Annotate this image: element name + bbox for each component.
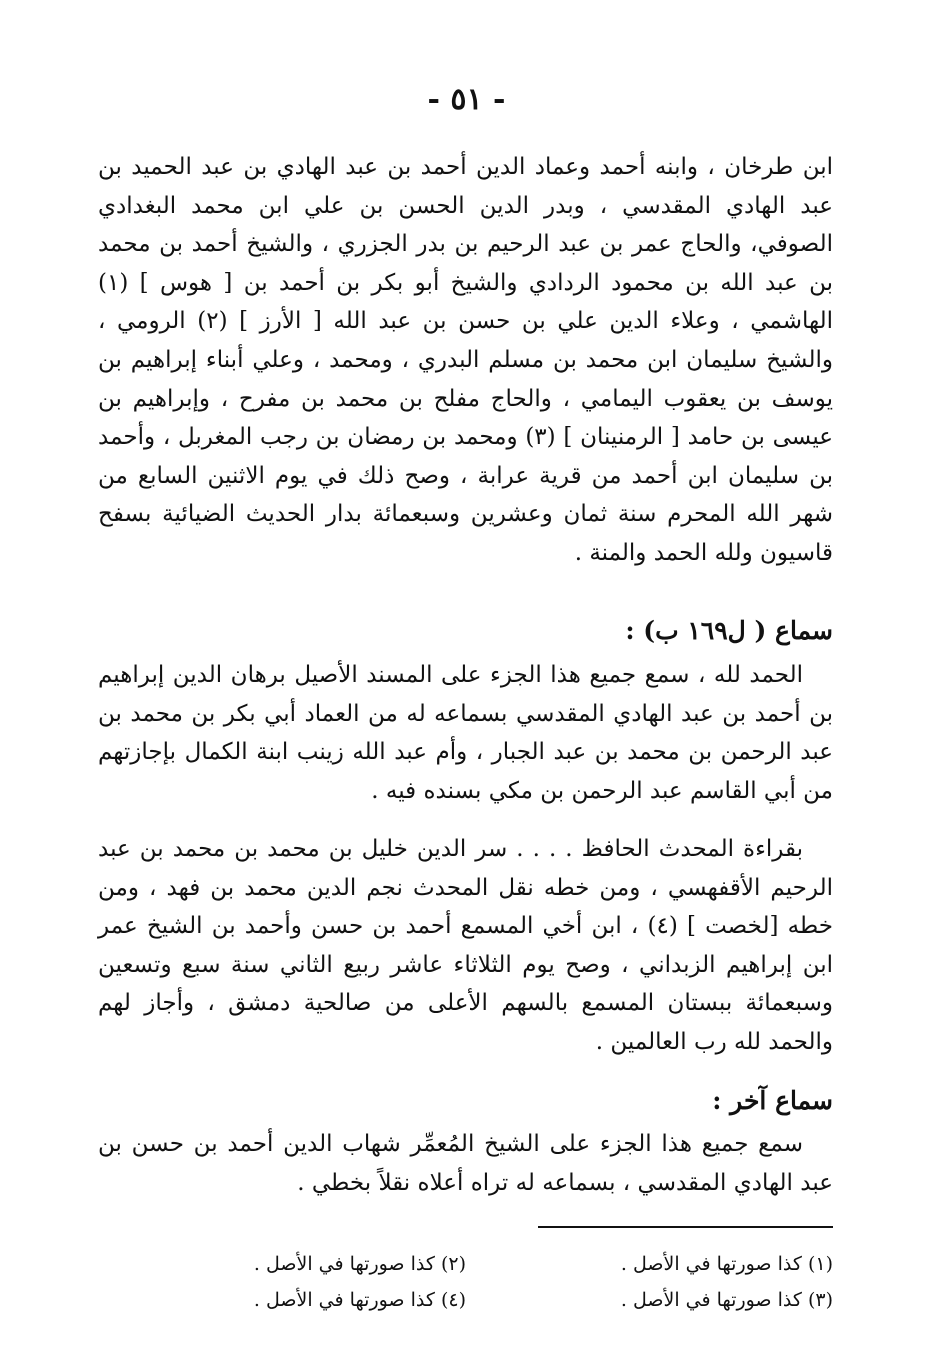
footnote-row bbox=[98, 1282, 833, 1318]
footnote-3: (٣) كذا صورتها في الأصل . bbox=[620, 1289, 833, 1311]
footnote-1: (١) كذا صورتها في الأصل . bbox=[620, 1253, 833, 1275]
footnote-4: (٤) كذا صورتها في الأصل . bbox=[253, 1289, 466, 1311]
intro-paragraph: ابن طرخان ، وابنه أحمد وعماد الدين أحمد بن عبد الهادي بن عبد الحميد بن عبد الهادي المقدسي ، وبدر الدين الحسن بن علي ابن محمد البغدادي الصوفي، والحاج عمر بن عبد الرحيم بن بدر الجزري ، والشيخ أحمد بن محمد بن عبد الله بن محمود الردادي والشيخ أبو بكر بن أحمد بن [ هوس ] (١) الهاشمي ، وعلاء الدين علي بن حسن بن عبد الله [ الأرز ] (٢) الرومي ، والشيخ سليمان ابن محمد بن مسلم البدري ، ومحمد ، وعلي أبناء إبراهيم بن يوسف بن يعقوب اليمامي ، والحاج مفلح بن محمد بن مفرح ، وإبراهيم بن عيسى بن حامد [ الرمنينان ] (٣) ومحمد بن رمضان بن رجب المغربل ، وأحمد بن سليمان ابن أحمد من قرية عرابة ، وصح ذلك في يوم الاثنين السابع من شهر الله المحرم سنة ثمان وعشرين وسبعمائة بدار الحديث الضيائية بسفح قاسيون ولله الحمد والمنة . bbox=[98, 154, 833, 566]
footnotes bbox=[98, 1246, 833, 1318]
page-number: - ٥١ - bbox=[427, 82, 506, 117]
sama-heading-1: سماع ( ل١٦٩ ب) : bbox=[625, 616, 833, 645]
footnote-row bbox=[98, 1246, 833, 1282]
footnote-separator bbox=[538, 1226, 833, 1228]
sama-2-paragraph: سمع جميع هذا الجزء على الشيخ المُعمِّر شهاب الدين أحمد بن حسن بن عبد الهادي المقدسي ، بسماعه له تراه أعلاه نقلاً بخطي . bbox=[98, 1131, 833, 1196]
sama-1-paragraph-2: بقراءة المحدث الحافظ . . . . سر الدين خليل بن محمد بن محمد بن عبد الرحيم الأقفهسي ، ومن خطه نقل المحدث نجم الدين محمد بن فهد ، ومن خطه [لخصت ] (٤) ، ابن أخي المسمع أحمد بن حسن وأحمد بن الشيخ عمر ابن إبراهيم الزبداني ، وصح يوم الثلاثاء عاشر ربيع الثاني سنة سبع وتسعين وسبعمائة ببستان المسمع بالسهم الأعلى من صالحية دمشق ، وأجاز لهم والحمد لله رب العالمين . bbox=[98, 836, 834, 1055]
sama-1-paragraph-1: الحمد لله ، سمع جميع هذا الجزء على المسند الأصيل برهان الدين إبراهيم بن أحمد بن عبد الهادي المقدسي بسماعه له من العماد أبي بكر بن محمد بن عبد الرحمن بن محمد بن عبد الجبار ، وأم عبد الله زينب ابنة الكمال بإجازتهم من أبي القاسم عبد الرحمن بن مكي بسنده فيه . bbox=[98, 662, 833, 804]
sama-heading-2: سماع آخر : bbox=[712, 1086, 833, 1115]
footnote-2: (٢) كذا صورتها في الأصل . bbox=[253, 1253, 466, 1275]
